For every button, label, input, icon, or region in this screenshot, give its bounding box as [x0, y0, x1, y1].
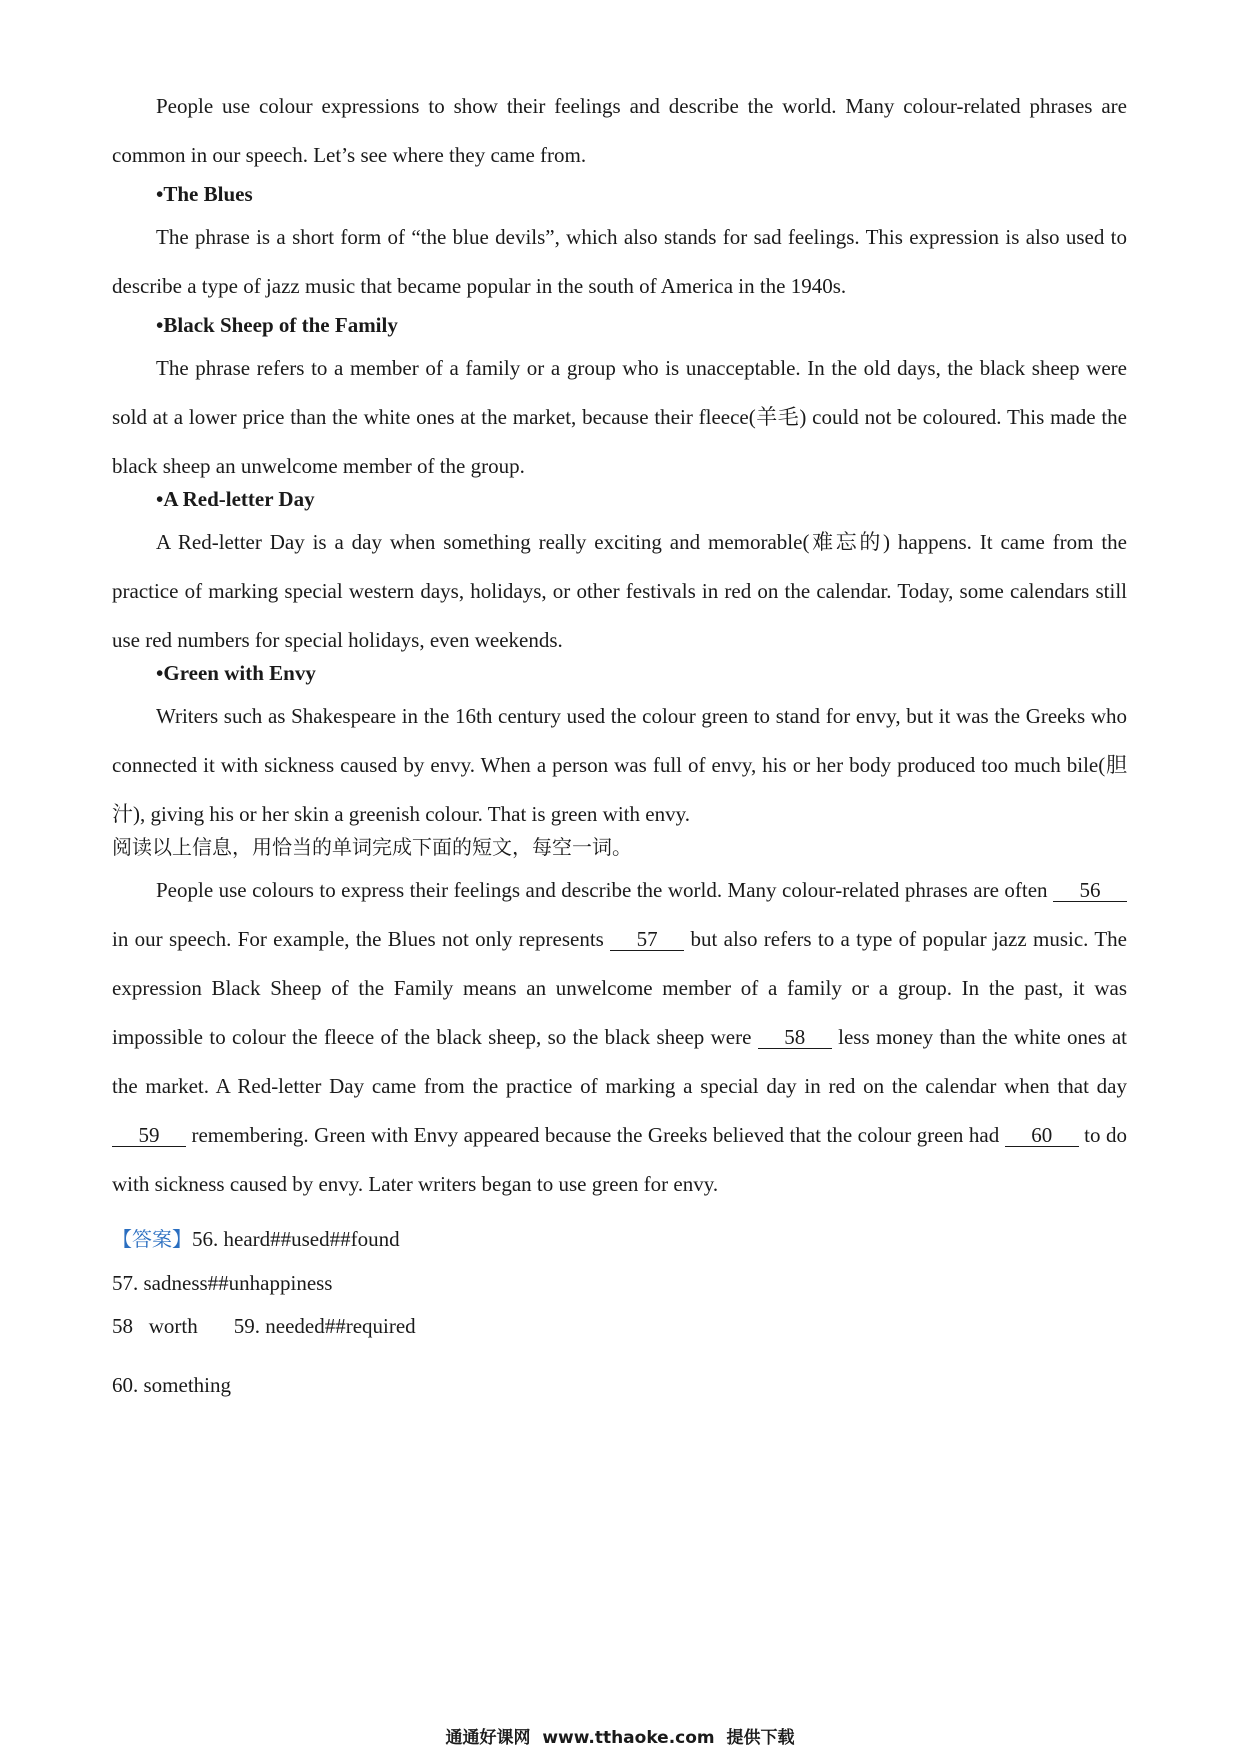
- blank-58: 58: [758, 1026, 832, 1049]
- answer-60: 60. something: [112, 1373, 231, 1397]
- bullet-icon: •: [156, 313, 164, 337]
- blank-57: 57: [610, 928, 684, 951]
- section-title: The Blues: [163, 182, 253, 206]
- answer-line-58-59: [112, 1302, 416, 1351]
- section-text-blues: The phrase is a short form of “the blue devils”, which also stands for sad feelings. This expression is also used to describe a type of jazz music that became popular in the south of America in the 1940s.: [112, 225, 1127, 298]
- answer-58: 58 worth: [112, 1314, 198, 1338]
- summary-text: to do with sickness caused by envy. Later writers began to use green for envy.: [112, 1123, 1127, 1196]
- section-heading-blues: [156, 170, 253, 219]
- intro-paragraph: People use colour expressions to show their feelings and describe the world. Many colour-related phrases are common in our speech. Let’s see where they came from.: [112, 94, 1127, 167]
- section-heading-red-letter-day: [156, 475, 315, 524]
- summary-text: remembering. Green with Envy appeared because the Greeks believed that the colour green had: [186, 1123, 1005, 1147]
- summary-text: less money than the white ones at the market. A Red-letter Day came from the practice of marking a special day in red on the calendar when that day: [112, 1025, 1127, 1098]
- answer-57: 57. sadness##unhappiness: [112, 1271, 333, 1295]
- answer-line-56: [112, 1215, 400, 1264]
- blank-59: 59: [112, 1124, 186, 1147]
- section-text-green-with-envy: Writers such as Shakespeare in the 16th century used the colour green to stand for envy, but it was the Greeks who connected it with sickness caused by envy. When a person was full of envy, his or her body produced too much bile(胆汁), giving his or her skin a greenish colour. That is green with envy.: [112, 704, 1127, 826]
- answer-tag: 【答案】: [112, 1227, 192, 1251]
- section-title: Green with Envy: [163, 661, 316, 685]
- bullet-icon: •: [156, 182, 164, 206]
- summary-paragraph: [112, 866, 1127, 1209]
- summary-text: People use colours to express their feelings and describe the world. Many colour-related phrases are often: [156, 878, 1053, 902]
- section-heading-green-with-envy: [156, 649, 316, 698]
- section-text-black-sheep: The phrase refers to a member of a family or a group who is unacceptable. In the old days, the black sheep were sold at a lower price than the white ones at the market, because their fleece(羊毛) could not be coloured. This made the black sheep an unwelcome member of the group.: [112, 356, 1127, 478]
- summary-text: in our speech. For example, the Blues not only represents: [112, 927, 611, 951]
- footer-source: 通通好课网 www.tthaoke.com 提供下载: [445, 1728, 795, 1748]
- bullet-icon: •: [156, 487, 164, 511]
- instruction-text: 阅读以上信息，用恰当的单词完成下面的短文，每空一词。: [112, 835, 632, 859]
- section-text-red-letter-day: A Red-letter Day is a day when something really exciting and memorable(难忘的) happens. It came from the practice of marking special western days, holidays, or other festivals in red on the calendar. Today, some calendars still use red numbers for special holidays, even weekends.: [112, 530, 1127, 652]
- section-title: Black Sheep of the Family: [163, 313, 398, 337]
- section-heading-black-sheep: [156, 301, 398, 350]
- bullet-icon: •: [156, 661, 164, 685]
- blank-56: 56: [1053, 879, 1127, 902]
- summary-text: but also refers to a type of popular jazz music. The expression Black Sheep of the Family means an unwelcome member of a family or a group. In the past, it was impossible to colour the fleece of the black sheep, so the black sheep were: [112, 927, 1127, 1049]
- answer-59: 59. needed##required: [233, 1314, 416, 1338]
- answer-56: 56. heard##used##found: [192, 1227, 400, 1251]
- blank-60: 60: [1005, 1124, 1079, 1147]
- section-title: A Red-letter Day: [163, 487, 315, 511]
